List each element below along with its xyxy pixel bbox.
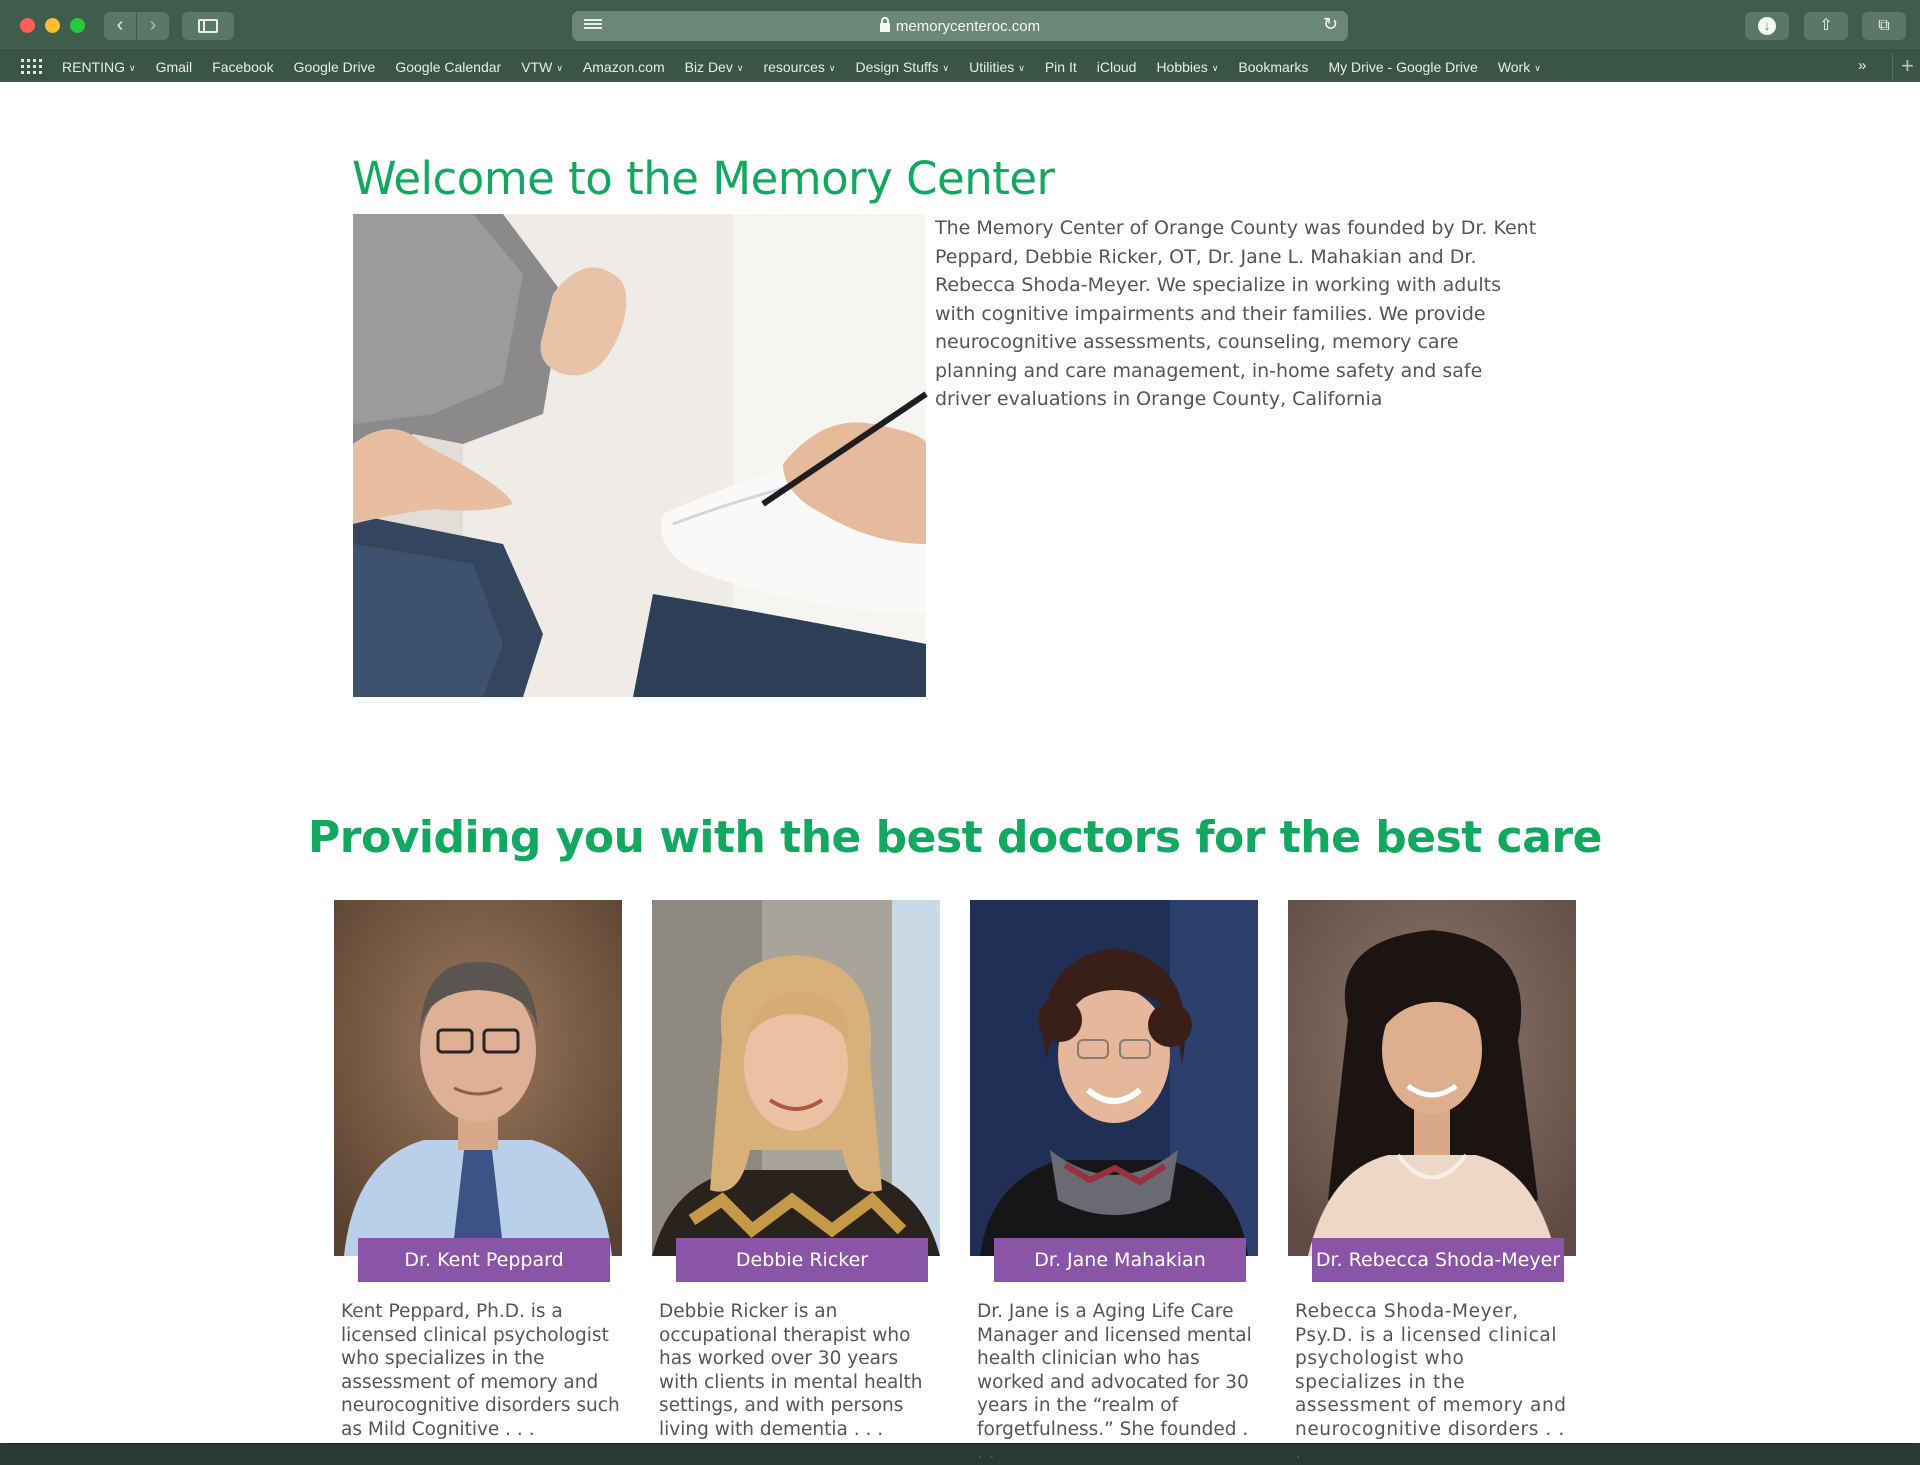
- doctor-card-debbie-ricker[interactable]: [652, 900, 940, 1440]
- doctor-photo-jane-mahakian[interactable]: [970, 900, 1258, 1256]
- doctor-bio: Rebecca Shoda-Meyer, Psy.D. is a licensed clinical psychologist who specializes in the assessment of memory and neurocognitive disorders . . .: [1295, 1301, 1567, 1463]
- doctor-photo-kent-peppard[interactable]: [334, 900, 622, 1256]
- doctor-card-kent-peppard[interactable]: [334, 900, 622, 1440]
- bookmark-icloud[interactable]: [1097, 59, 1137, 75]
- new-tab-icon[interactable]: +: [1892, 53, 1914, 81]
- close-window-button[interactable]: [20, 18, 35, 33]
- bookmark-google-drive[interactable]: [294, 59, 376, 75]
- chevron-down-icon: ∨: [1211, 62, 1219, 73]
- bookmark-work[interactable]: [1498, 59, 1541, 75]
- bookmark-label: Design Stuffs: [855, 58, 939, 75]
- bookmark-label: Pin It: [1044, 58, 1077, 75]
- download-icon: ↓: [1758, 17, 1776, 35]
- reload-icon[interactable]: ↻: [1322, 14, 1338, 34]
- sidebar-icon: [198, 19, 218, 33]
- bookmark-bookmarks[interactable]: [1238, 59, 1308, 75]
- chevron-down-icon: ∨: [828, 62, 836, 73]
- welcome-heading: Welcome to the Memory Center: [352, 152, 1055, 205]
- doctor-card-jane-mahakian[interactable]: [970, 900, 1258, 1463]
- intro-paragraph: The Memory Center of Orange County was founded by Dr. Kent Peppard, Debbie Ricker, OT, Dr. Jane L. Mahakian and Dr. Rebecca Shoda-Meyer. We specialize in working with adults with cognitive impairments and their families. We provide neurocognitive assessments, counseling, memory care planning and care management, in-home safety and safe driver evaluations in Orange County, California: [935, 217, 1537, 410]
- doctor-bio: Debbie Ricker is an occupational therapist who has worked over 30 years with clients in mental health settings, and with persons living with dementia . . .: [659, 1301, 923, 1440]
- chevron-down-icon: ∨: [129, 62, 136, 73]
- chevron-down-icon: ∨: [1018, 62, 1025, 73]
- doctor-bio: Dr. Jane is a Aging Life Care Manager and licensed mental health clinician who has worked and advocated for 30 years in the “realm of forgetfulness.” She founded . . .: [977, 1301, 1252, 1463]
- bookmark-renting[interactable]: [62, 59, 136, 75]
- url-text: memorycenteroc.com: [895, 17, 1041, 35]
- bookmark-gmail[interactable]: [156, 59, 193, 75]
- bookmark-my-drive-google-drive[interactable]: [1328, 59, 1477, 75]
- bookmark-label: Utilities: [969, 58, 1015, 75]
- bookmark-label: Google Calendar: [395, 58, 502, 75]
- tab-overview-button[interactable]: [1862, 12, 1906, 40]
- doctors-heading: Providing you with the best doctors for the best care: [308, 812, 1602, 863]
- bookmark-hobbies[interactable]: [1156, 59, 1218, 75]
- web-page: [0, 82, 1920, 1463]
- doctor-bio: Kent Peppard, Ph.D. is a licensed clinical psychologist who specializes in the assessment of memory and neurocognitive disorders such as Mild Cognitive . . .: [341, 1301, 620, 1440]
- chevron-down-icon: ∨: [736, 62, 744, 73]
- chevron-down-icon: ∨: [1534, 62, 1541, 73]
- bookmark-label: RENTING: [62, 58, 125, 75]
- counseling-session-photo: [353, 214, 926, 697]
- share-icon: ⇧: [1819, 17, 1833, 34]
- bookmark-label: Work: [1497, 58, 1531, 75]
- forward-button[interactable]: [137, 12, 169, 40]
- bookmark-label: Biz Dev: [684, 58, 733, 75]
- doctor-name-banner[interactable]: Debbie Ricker: [676, 1238, 928, 1282]
- bookmark-label: resources: [763, 58, 825, 75]
- lock-icon: [880, 23, 890, 32]
- bookmark-vtw[interactable]: [521, 59, 563, 75]
- share-button[interactable]: [1804, 12, 1848, 40]
- doctor-name-banner[interactable]: Dr. Rebecca Shoda-Meyer: [1312, 1238, 1564, 1282]
- doctor-name-banner[interactable]: Dr. Kent Peppard: [358, 1238, 610, 1282]
- sidebar-icon-divider: [203, 19, 205, 33]
- chevron-left-icon: ‹: [116, 14, 124, 36]
- bookmark-label: Amazon.com: [582, 58, 665, 75]
- bookmark-list: [62, 59, 1561, 75]
- bookmark-label: VTW: [521, 58, 553, 75]
- bookmark-facebook[interactable]: [212, 59, 273, 75]
- minimize-window-button[interactable]: [45, 18, 60, 33]
- more-bookmarks-icon[interactable]: »: [1858, 57, 1867, 74]
- chevron-down-icon: ∨: [556, 62, 563, 73]
- doctor-name-banner[interactable]: Dr. Jane Mahakian: [994, 1238, 1246, 1282]
- tabs-icon: ⧉: [1878, 17, 1890, 34]
- zoom-window-button[interactable]: [70, 18, 85, 33]
- chevron-down-icon: ∨: [942, 62, 950, 73]
- doctor-card-rebecca-shoda-meyer[interactable]: [1288, 900, 1576, 1463]
- bookmark-label: Gmail: [155, 58, 193, 75]
- bookmark-utilities[interactable]: [969, 59, 1025, 75]
- bookmark-design-stuffs[interactable]: [856, 59, 950, 75]
- reader-view-icon[interactable]: [584, 19, 602, 33]
- download-button[interactable]: [1745, 12, 1789, 40]
- bookmark-amazon-com[interactable]: [583, 59, 665, 75]
- bookmark-label: My Drive - Google Drive: [1328, 58, 1478, 75]
- chevron-right-icon: ›: [149, 14, 157, 36]
- bookmark-label: Bookmarks: [1238, 58, 1309, 75]
- bookmark-label: iCloud: [1096, 58, 1137, 75]
- bookmark-pin-it[interactable]: [1045, 59, 1077, 75]
- bookmark-label: Facebook: [212, 58, 274, 75]
- address-bar[interactable]: [572, 11, 1348, 41]
- doctor-photo-debbie-ricker[interactable]: [652, 900, 940, 1256]
- back-button[interactable]: [104, 12, 136, 40]
- bookmark-label: Google Drive: [293, 58, 376, 75]
- bookmark-biz-dev[interactable]: [685, 59, 744, 75]
- browser-toolbar: [0, 0, 1920, 50]
- bookmarks-bar: [0, 50, 1920, 82]
- bookmark-label: Hobbies: [1156, 58, 1208, 75]
- bookmark-resources[interactable]: [763, 59, 835, 75]
- doctor-photo-rebecca-shoda-meyer[interactable]: [1288, 900, 1576, 1256]
- grid-icon[interactable]: [21, 59, 43, 75]
- sidebar-toggle-button[interactable]: [182, 12, 234, 40]
- bookmark-google-calendar[interactable]: [395, 59, 501, 75]
